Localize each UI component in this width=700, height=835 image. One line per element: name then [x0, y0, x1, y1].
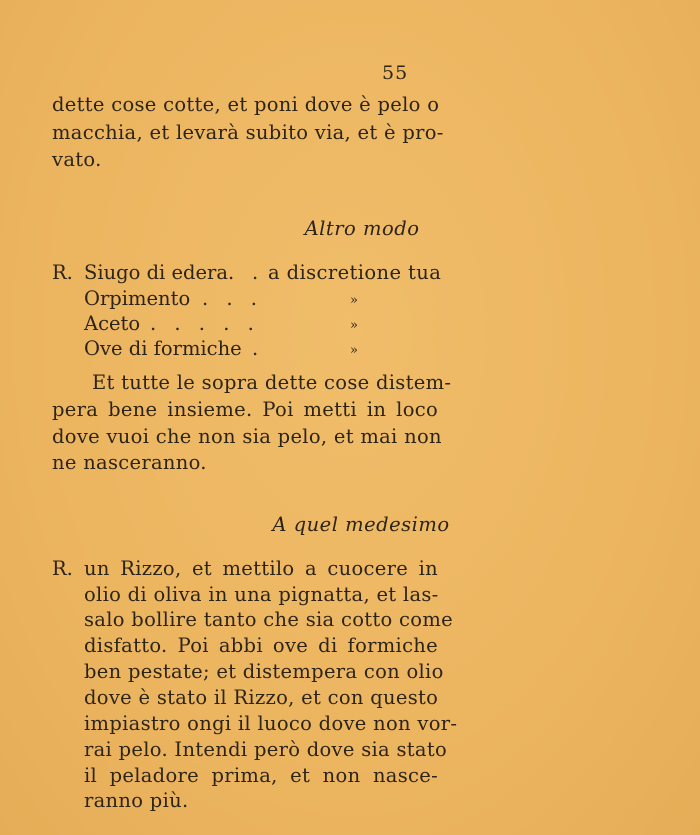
- recipe-line: rai pelo. Intendi però dove sia stato: [84, 738, 448, 761]
- recipe-marker: R.: [52, 261, 73, 284]
- recipe-line: il peladore prima, et non nasce-: [84, 764, 438, 787]
- ditto-mark: »: [350, 318, 358, 333]
- ditto-mark: »: [350, 343, 358, 358]
- recipe-line: un Rizzo, et mettilo a cuocere in: [84, 557, 438, 580]
- intro-line: macchia, et levarà subito via, et è pro-: [52, 121, 444, 144]
- intro-line: vato.: [52, 148, 102, 171]
- leader-dots: .: [252, 337, 265, 360]
- recipe-line: disfatto. Poi abbi ove di formiche: [84, 634, 438, 657]
- recipe-marker: R.: [52, 557, 73, 580]
- ingredient-name: Ove di formiche: [84, 337, 242, 360]
- leader-dots: . . .: [202, 287, 263, 310]
- leader-dots: .: [252, 261, 265, 284]
- section-heading: Altro modo: [304, 217, 420, 240]
- ditto-mark: »: [350, 293, 358, 308]
- paragraph-line: dove vuoi che non sia pelo, et mai non: [52, 425, 442, 448]
- section-heading: A quel medesimo: [272, 513, 450, 536]
- recipe-line: impiastro ongi il luoco dove non vor-: [84, 712, 458, 735]
- paragraph-line: ne nasceranno.: [52, 451, 207, 474]
- ingredient-name: Siugo di edera.: [84, 261, 235, 284]
- ingredient-quantity: a discretione tua: [268, 261, 442, 284]
- paragraph-line: Et tutte le sopra dette cose distem-: [92, 371, 452, 394]
- ingredient-name: Aceto: [84, 312, 141, 335]
- recipe-line: dove è stato il Rizzo, et con questo: [84, 686, 439, 709]
- ingredient-name: Orpimento: [84, 287, 191, 310]
- recipe-line: ben pestate; et distempera con olio: [84, 660, 444, 683]
- recipe-line: olio di oliva in una pignatta, et las-: [84, 583, 439, 606]
- intro-line: dette cose cotte, et poni dove è pelo o: [52, 93, 440, 116]
- paragraph-line: pera bene insieme. Poi metti in loco: [52, 398, 438, 421]
- recipe-line: ranno più.: [84, 789, 189, 812]
- recipe-line: salo bollire tanto che sia cotto come: [84, 608, 453, 631]
- leader-dots: . . . . .: [150, 312, 260, 335]
- page-number: 55: [382, 62, 409, 84]
